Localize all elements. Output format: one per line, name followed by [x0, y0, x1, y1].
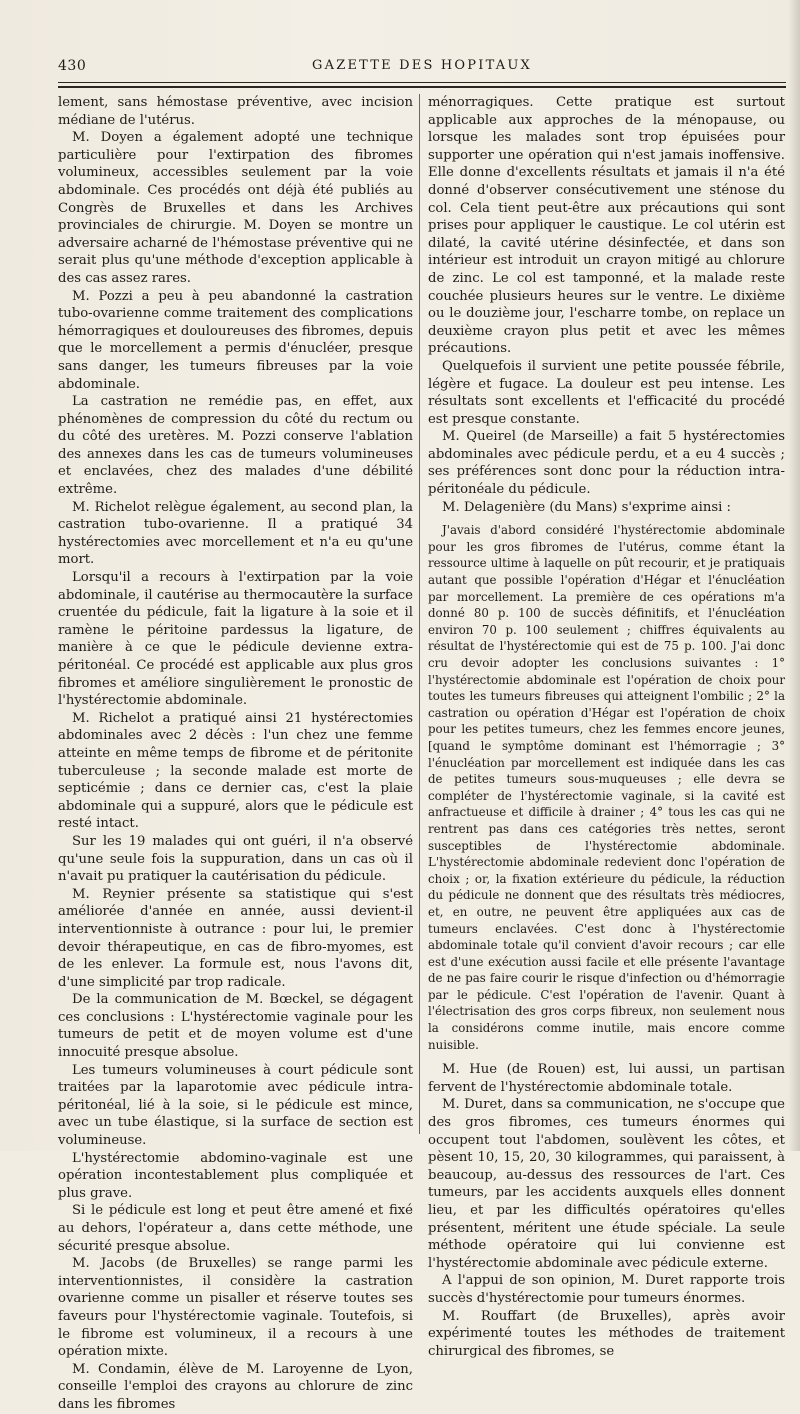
left-column [58, 94, 413, 1414]
page-number: 430 [58, 58, 87, 74]
paragraph: M. Delagenière (du Mans) s'exprime ainsi : [442, 499, 731, 515]
paragraph: M. Reynier présente sa statistique qui s'est améliorée d'année en année, aussi devient-il interventionniste à outrance : pour lui, le premier devoir thérapeutique, en cas de fibro-myomes, est de les enlever. La formule est, nous l'avons dit, d'une simplicité par trop radicale. [58, 886, 413, 990]
paragraph: L'hystérectomie abdomino-vaginale est une opération incontestablement plus compliquée et plus grave. [58, 1150, 413, 1201]
paragraph: M. Richelot a pratiqué ainsi 21 hystérectomies abdominales avec 2 décès : l'un chez une femme atteinte en même temps de fibrome et de péritonite tuberculeuse ; la seconde malade est morte de septicémie ; dans ce dernier cas, c'est la plaie abdominale qui a suppuré, alors que le pédicule est resté intact. [58, 710, 413, 832]
block-quote [428, 522, 785, 1053]
paragraph: M. Hue (de Rouen) est, lui aussi, un partisan fervent de l'hystérectomie abdominale totale. [428, 1062, 785, 1095]
column-divider [419, 94, 420, 1134]
paragraph: Lorsqu'il a recours à l'extirpation par la voie abdominale, il cautérise au thermocautère la surface cruentée du pédicule, fait la ligature à la soie et il ramène le péritoine pardessus la ligature, de manière à ce que le pédicule devienne extra-péritonéal. Ce procédé est applicable aux plus gros fibromes et améliore singulièrement le pronostic de l'hystérectomie abdominale. [58, 570, 413, 709]
paragraph: M. Jacobs (de Bruxelles) se range parmi les interventionnistes, il considère la castration ovarienne comme un pisaller et réserve toutes ses faveurs pour l'hystérectomie vaginale. Toutefois, si le fibrome est volumineux, il a recours à une opération mixte. [58, 1256, 413, 1360]
paragraph: Sur les 19 malades qui ont guéri, il n'a observé qu'une seule fois la suppuration, dans un cas où il n'avait pu pratiquer la cautérisation du pédicule. [58, 833, 413, 885]
journal-title: GAZETTE DES HOPITAUX [312, 58, 532, 73]
page-edge-shadow [788, 0, 800, 1151]
paragraph: M. Richelot relègue également, au second plan, la castration tubo-ovarienne. Il a pratiqué 34 hystérectomies avec morcellement et n'a eu qu'une mort. [58, 499, 413, 568]
paragraph: lement, sans hémostase préventive, avec incision médiane de l'utérus. [58, 95, 413, 128]
paragraph: A l'appui de son opinion, M. Duret rapporte trois succès d'hystérectomie pour tumeurs énormes. [428, 1273, 785, 1306]
paragraph: M. Rouffart (de Bruxelles), après avoir expérimenté toutes les méthodes de traitement chirurgical des fibromes, se [428, 1308, 785, 1359]
paragraph: M. Queirel (de Marseille) a fait 5 hystérectomies abdominales avec pédicule perdu, et a eu 4 succès ; ses préférences sont donc pour la réduction intra-péritonéale du pédicule. [428, 429, 785, 498]
paragraph: Quelquefois il survient une petite poussée fébrile, légère et fugace. La douleur est peu intense. Les résultats sont excellents et l'efficacité du procédé est presque constante. [428, 358, 785, 427]
paragraph: Les tumeurs volumineuses à court pédicule sont traitées par la laparotomie avec pédicule intra-péritonéal, lié à la soie, si le pédicule est mince, avec un tube élastique, si la surface de section est volumineuse. [58, 1062, 413, 1149]
paragraph: La castration ne remédie pas, en effet, aux phénomènes de compression du côté du rectum ou du côté des uretères. M. Pozzi conserve l'ablation des annexes dans les cas de tumeurs volumineuses et enclavées, chez des malades d'une débilité extrême. [58, 394, 413, 498]
header-rule-thick [58, 86, 786, 88]
paragraph: De la communication de M. Bœckel, se dégagent ces conclusions : L'hystérectomie vaginale pour les tumeurs de petit et de moyen volume est d'une innocuité presque absolue. [58, 992, 413, 1061]
paragraph: ménorragiques. Cette pratique est surtout applicable aux approches de la ménopause, ou lorsque les malades sont trop épuisées pour supporter une opération qui n'est jamais inoffensive. Elle donne d'excellents résultats et jamais il n'a été donné d'observer consécutivement une sténose du col. Cela tient peut-être aux précautions qui sont prises pour appliquer le caustique. Le col utérin est dilaté, la cavité utérine désinfectée, et dans son intérieur est introduit un crayon mitigé au chlorure de zinc. Le col est tamponné, et la malade reste couchée plusieurs heures sur le ventre. Le dixième ou le douzième jour, l'escharre tombe, on replace un deuxième crayon plus petit et avec les mêmes précautions. [428, 95, 785, 357]
paragraph: M. Doyen a également adopté une technique particulière pour l'extirpation des fibromes volumineux, accessibles seulement par la voie abdominale. Ces procédés ont déjà été publiés au Congrès de Bruxelles et dans les Archives provinciales de chirurgie. M. Doyen se montre un adversaire acharné de l'hémostase préventive qui ne serait plus qu'une méthode d'exception applicable à des cas assez rares. [58, 130, 413, 286]
right-column [428, 94, 785, 1360]
paragraph: M. Pozzi a peu à peu abandonné la castration tubo-ovarienne comme traitement des complications hémorragiques et douloureuses des fibromes, depuis que le morcellement a permis d'énucléer, presque sans danger, les tumeurs fibreuses par la voie abdominale. [58, 288, 413, 392]
paragraph: M. Condamin, élève de M. Laroyenne de Lyon, conseille l'emploi des crayons au chlorure de zinc dans les fibromes [58, 1361, 413, 1412]
header-rule-thin [58, 82, 786, 83]
paragraph: Si le pédicule est long et peut être amené et fixé au dehors, l'opérateur a, dans cette méthode, une sécurité presque absolue. [58, 1203, 413, 1254]
page-header [58, 58, 786, 78]
quote-text: J'avais d'abord considéré l'hystérectomie abdominale pour les gros fibromes de l'utérus, comme étant la ressource ultime à laquelle on pût recourir, et je pratiquais autant que possible l'opération d'Hégar et l'énucléation par morcellement. La première de ces opérations m'a donné 80 p. 100 de succès définitifs, et l'énucléation environ 70 p. 100 seulement ; chiffres équivalents au résultat de l'hystérectomie qui est de 75 p. 100. J'ai donc cru devoir adopter les conclusions suivantes : 1° l'hystérectomie abdominale est l'opération de choix pour toutes les tumeurs fibreuses qui atteignent l'ombilic ; 2° la castration ou opération d'Hégar est l'opération de choix pour les petites tumeurs, chez les femmes encore jeunes, [quand le symptôme dominant est l'hémorragie ; 3° l'énucléation par morcellement est indiquée dans les cas de petites tumeurs sous-muqueuses ; elle devra se compléter de l'hystérectomie vaginale, si la cavité est anfractueuse et difficile à drainer ; 4° tous les cas qui ne rentrent pas dans ces catégories très nettes, seront susceptibles de l'hystérectomie abdominale. L'hystérectomie abdominale redevient donc l'opération de choix ; or, la fixation extérieure du pédicule, la réduction du pédicule ne donnent que des résultats très médiocres, et, en outre, ne peuvent être appliquées aux cas de tumeurs enclavées. C'est donc à l'hystérectomie abdominale totale qu'il convient d'avoir recours ; car elle est d'une exécution aussi facile et elle présente l'avantage de ne pas faire courir le risque d'infection ou d'hémorragie par le pédicule. C'est l'opération de l'avenir. Quant à l'électrisation des gros corps fibreux, non seulement nous la considérons comme inutile, mais encore comme nuisible. [428, 523, 785, 1052]
paragraph: M. Duret, dans sa communication, ne s'occupe que des gros fibromes, ces tumeurs énormes qui occupent tout l'abdomen, soulèvent les côtes, et pèsent 10, 15, 20, 30 kilogrammes, qui paraissent, à beaucoup, au-dessus des ressources de l'art. Ces tumeurs, par les accidents auxquels elles donnent lieu, et par les difficultés opératoires qu'elles présentent, méritent une étude spéciale. La seule méthode opératoire qui lui convienne est l'hystérectomie abdominale avec pédicule externe. [428, 1097, 785, 1271]
